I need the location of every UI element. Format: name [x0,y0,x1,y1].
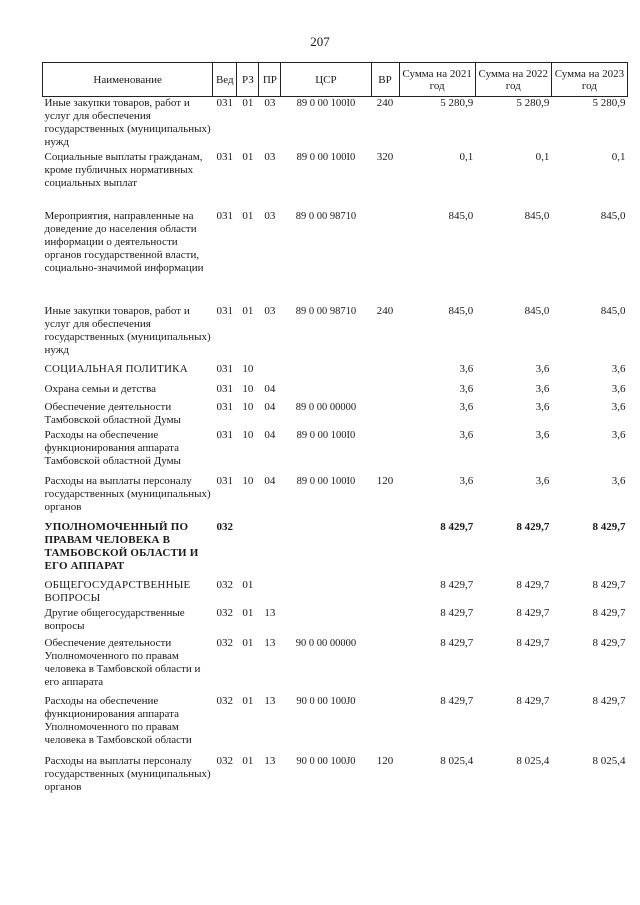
header-sum-2021: Сумма на 2021 год [399,63,475,97]
row-rz: 01 [242,150,254,163]
table-row [43,755,628,799]
header-rz: РЗ [237,63,259,97]
row-vr [371,637,399,695]
row-ved: 032 [216,694,234,707]
row-sum-2022: 845,0 [524,304,550,317]
row-ved: 031 [216,400,234,413]
budget-table [42,62,628,799]
row-ved: 031 [216,97,234,109]
row-pr: 13 [264,606,276,619]
row-ved: 031 [216,382,234,395]
row-rz: 10 [242,362,254,375]
row-ved: 032 [216,520,234,533]
row-name: Иные закупки товаров, работ и услуг для обеспечения государственных (муниципальных) нужд [44,304,211,356]
table-row [43,383,628,401]
row-sum-2021: 3,6 [459,400,474,413]
row-ved: 032 [216,606,234,619]
row-pr: 04 [264,474,276,487]
row-vr [371,521,399,579]
row-sum-2022: 8 429,7 [516,578,550,591]
row-pr: 04 [264,382,276,395]
row-pr [259,363,281,383]
row-sum-2022: 0,1 [535,150,550,163]
row-sum-2023: 8 429,7 [592,520,626,533]
row-name: УПОЛНОМОЧЕННЫЙ ПО ПРАВАМ ЧЕЛОВЕКА В ТАМБОВСКОЙ ОБЛАСТИ И ЕГО АППАРАТ [44,520,199,572]
row-vr: 320 [376,150,394,163]
header-csr: ЦСР [281,63,371,97]
header-sum-2023: Сумма на 2023 год [551,63,627,97]
row-rz [237,521,259,579]
row-sum-2022: 8 429,7 [516,520,550,533]
row-sum-2021: 3,6 [459,362,474,375]
row-csr: 89 0 00 100I0 [296,475,356,487]
row-csr [281,607,371,637]
row-sum-2021: 8 429,7 [440,636,474,649]
row-csr: 90 0 00 100J0 [296,755,356,767]
row-sum-2022: 8 429,7 [516,636,550,649]
table-row [43,97,628,151]
row-sum-2023: 8 429,7 [592,606,626,619]
row-sum-2022: 5 280,9 [516,97,550,109]
row-ved: 031 [216,428,234,441]
row-sum-2023: 0,1 [611,150,626,163]
row-sum-2023: 5 280,9 [592,97,626,109]
row-pr: 13 [264,636,276,649]
row-csr: 89 0 00 100I0 [296,98,356,109]
row-name: Расходы на выплаты персоналу государственных (муниципальных) органов [44,754,211,793]
row-name: Иные закупки товаров, работ и услуг для обеспечения государственных (муниципальных) нужд [44,97,211,148]
row-sum-2023: 3,6 [611,474,626,487]
row-pr: 04 [264,428,276,441]
row-pr: 13 [264,754,276,767]
row-sum-2022: 8 025,4 [516,754,550,767]
row-name: Другие общегосударственные вопросы [44,606,185,632]
row-sum-2021: 3,6 [459,474,474,487]
row-rz: 01 [242,754,254,767]
row-vr [371,695,399,755]
row-name: Расходы на обеспечение функционирования аппарата Уполномоченного по правам человека в Тамбовской области [44,694,192,746]
row-rz: 01 [242,606,254,619]
row-rz: 01 [242,578,254,591]
row-vr [371,429,399,475]
row-sum-2023: 845,0 [600,304,626,317]
row-ved: 031 [216,304,234,317]
header-name: Наименование [43,63,213,97]
row-sum-2021: 8 429,7 [440,520,474,533]
row-sum-2022: 3,6 [535,400,550,413]
row-pr [259,521,281,579]
row-sum-2023: 3,6 [611,400,626,413]
row-vr [371,579,399,607]
row-sum-2023: 3,6 [611,362,626,375]
row-pr: 03 [264,150,276,163]
row-pr: 13 [264,694,276,707]
header-ved: Вед [213,63,237,97]
row-vr [371,607,399,637]
row-name: ОБЩЕГОСУДАРСТВЕННЫЕ ВОПРОСЫ [44,578,191,604]
row-rz: 10 [242,400,254,413]
row-csr: 89 0 00 100I0 [296,151,356,163]
header-vr: ВР [371,63,399,97]
row-sum-2021: 845,0 [448,209,474,222]
row-sum-2022: 8 429,7 [516,606,550,619]
row-sum-2022: 8 429,7 [516,694,550,707]
row-sum-2021: 8 025,4 [440,754,474,767]
row-csr: 89 0 00 00000 [295,401,357,413]
row-sum-2023: 8 429,7 [592,578,626,591]
row-vr: 240 [376,97,394,109]
row-sum-2023: 8 429,7 [592,694,626,707]
row-pr: 03 [264,209,276,222]
row-pr: 03 [264,304,276,317]
row-csr: 90 0 00 100J0 [296,695,356,707]
table-row [43,607,628,637]
row-rz: 01 [242,304,254,317]
row-vr: 120 [376,754,394,767]
row-vr: 240 [376,304,394,317]
row-sum-2022: 3,6 [535,382,550,395]
row-csr [281,521,371,579]
table-header-row [43,63,628,97]
header-sum-2022: Сумма на 2022 год [475,63,551,97]
header-pr: ПР [259,63,281,97]
row-name: Обеспечение деятельности Уполномоченного по правам человека в Тамбовской области и его аппарата [44,636,201,688]
table-row [43,475,628,521]
row-vr [371,383,399,401]
row-name: Расходы на выплаты персоналу государственных (муниципальных) органов [44,474,211,513]
table-row [43,579,628,607]
row-sum-2023: 3,6 [611,428,626,441]
row-name: Расходы на обеспечение функционирования аппарата Тамбовской областной Думы [44,428,181,467]
row-sum-2021: 845,0 [448,304,474,317]
table-row [43,429,628,475]
table-row [43,305,628,363]
table-row [43,363,628,383]
table-row [43,401,628,429]
table-row [43,521,628,579]
row-name: Охрана семьи и детства [44,382,157,395]
row-sum-2023: 3,6 [611,382,626,395]
row-rz: 10 [242,428,254,441]
row-vr [371,363,399,383]
row-sum-2021: 0,1 [459,150,474,163]
row-sum-2021: 8 429,7 [440,694,474,707]
row-pr: 03 [264,97,276,109]
table-row [43,695,628,755]
row-csr: 89 0 00 100I0 [296,429,356,441]
row-rz: 01 [242,209,254,222]
row-csr [281,383,371,401]
row-sum-2021: 3,6 [459,428,474,441]
row-pr [259,579,281,607]
row-ved: 032 [216,754,234,767]
row-sum-2022: 3,6 [535,474,550,487]
row-vr [371,210,399,305]
row-ved: 032 [216,636,234,649]
row-csr: 89 0 00 98710 [295,305,357,317]
row-rz: 01 [242,694,254,707]
row-ved: 031 [216,474,234,487]
row-sum-2023: 8 025,4 [592,754,626,767]
row-sum-2021: 8 429,7 [440,606,474,619]
row-name: Социальные выплаты гражданам, кроме публичных нормативных социальных выплат [44,150,203,189]
row-csr: 89 0 00 98710 [295,210,357,222]
row-ved: 031 [216,362,234,375]
row-vr [371,401,399,429]
row-sum-2021: 3,6 [459,382,474,395]
row-name: СОЦИАЛЬНАЯ ПОЛИТИКА [44,362,188,375]
row-rz: 01 [242,97,254,109]
page-number: 207 [310,34,330,49]
row-sum-2022: 845,0 [524,209,550,222]
row-csr [281,363,371,383]
row-vr: 120 [376,474,394,487]
row-sum-2021: 8 429,7 [440,578,474,591]
row-rz: 10 [242,474,254,487]
row-rz: 10 [242,382,254,395]
table-row [43,210,628,305]
row-rz: 01 [242,636,254,649]
table-row [43,151,628,210]
row-sum-2021: 5 280,9 [440,97,474,109]
row-ved: 031 [216,209,234,222]
row-csr [281,579,371,607]
table-row [43,637,628,695]
row-pr: 04 [264,400,276,413]
row-sum-2023: 8 429,7 [592,636,626,649]
row-csr: 90 0 00 00000 [295,637,357,649]
row-sum-2022: 3,6 [535,362,550,375]
row-ved: 031 [216,150,234,163]
row-name: Обеспечение деятельности Тамбовской областной Думы [44,400,181,426]
row-sum-2022: 3,6 [535,428,550,441]
row-sum-2023: 845,0 [600,209,626,222]
row-name: Мероприятия, направленные на доведение до населения области информации о деятельности органов государственной власти, социально-значимой информации [44,209,204,274]
row-ved: 032 [216,578,234,591]
